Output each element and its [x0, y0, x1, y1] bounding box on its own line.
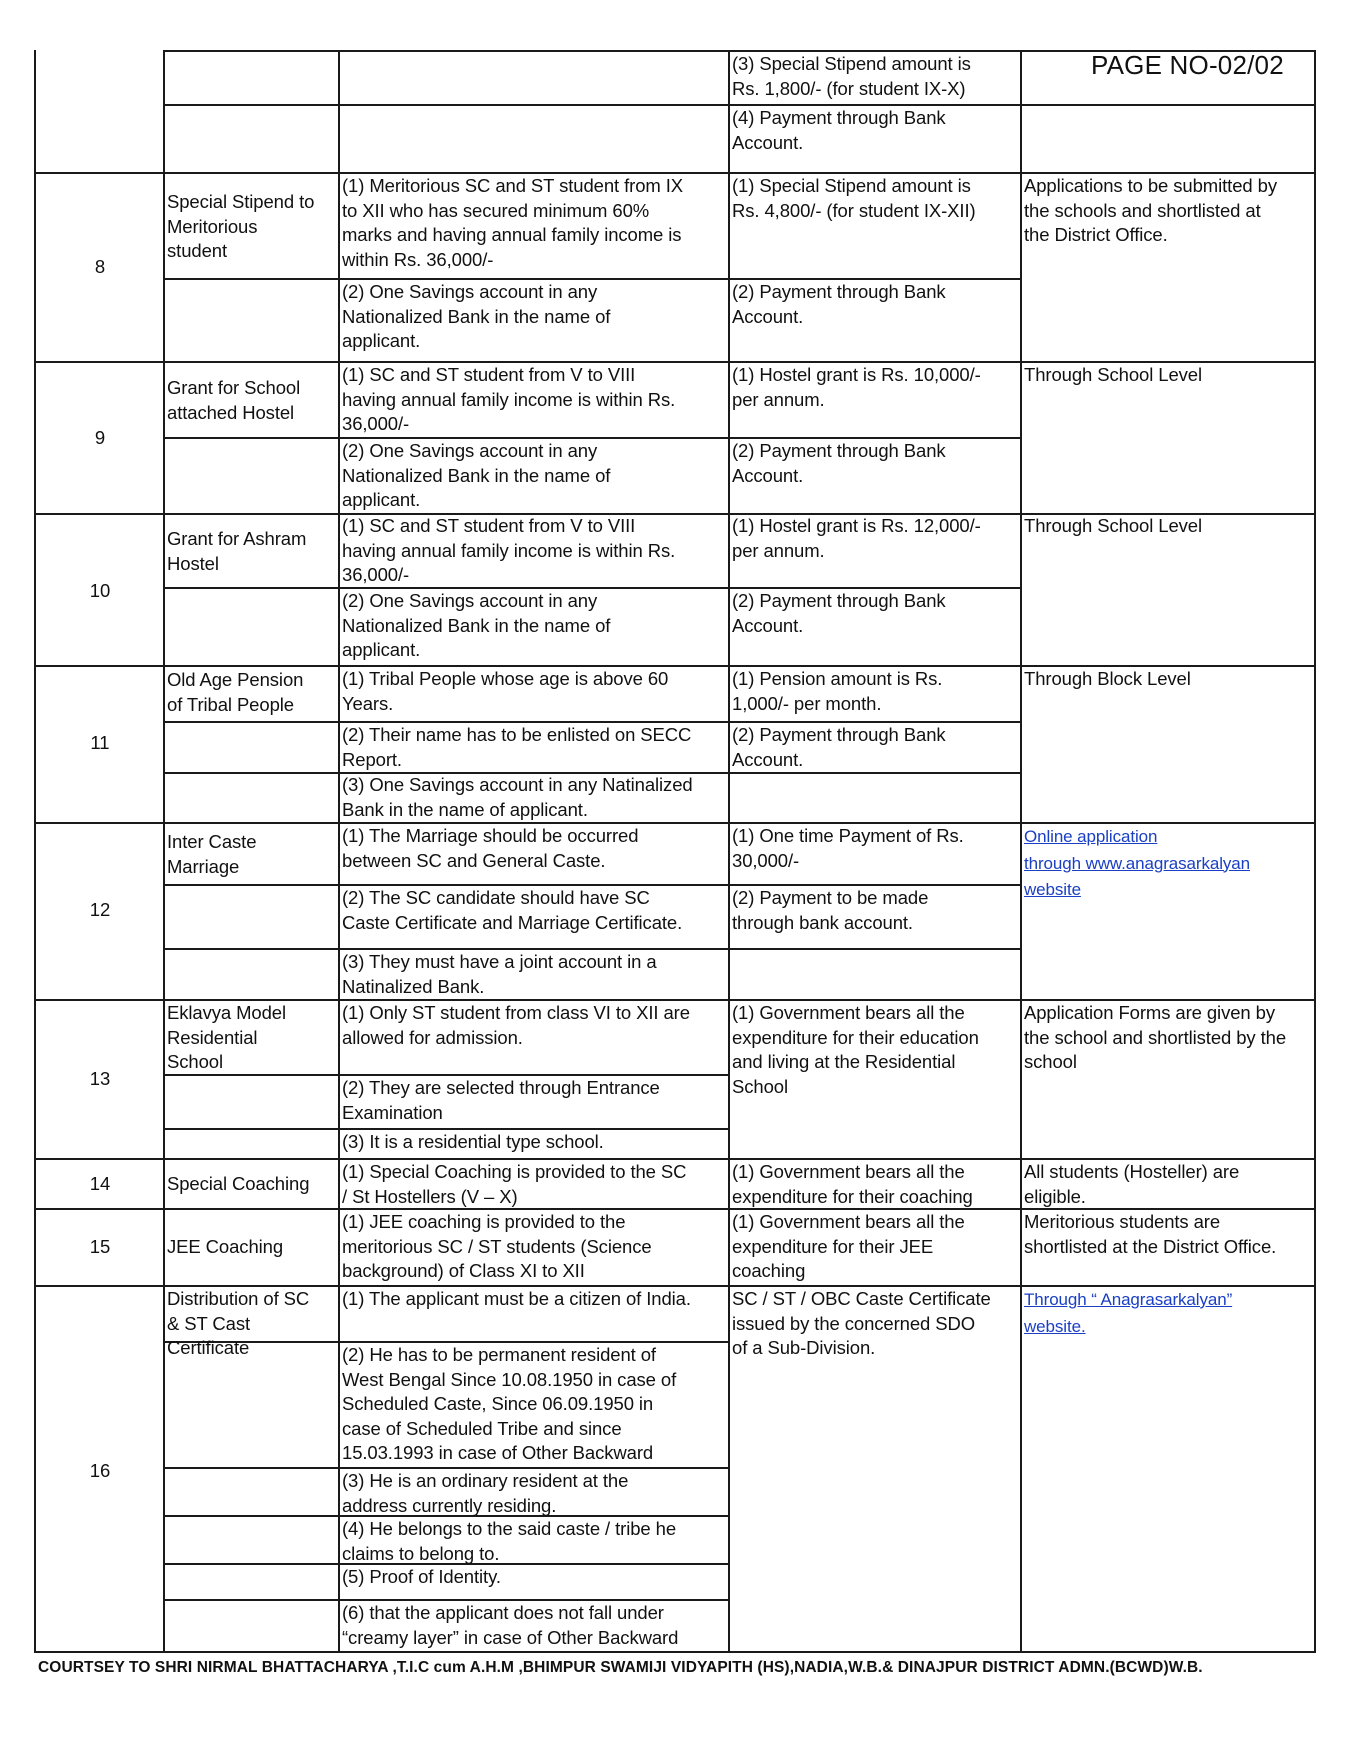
eligibility-cell: (2) The SC candidate should have SC Caste Certificate and Marriage Certificate. [342, 887, 683, 933]
serial-number: 8 [94, 256, 106, 277]
benefit-cell: (1) Special Stipend amount is Rs. 4,800/- (for student IX-XII) [732, 175, 976, 221]
serial-number: 10 [89, 580, 111, 601]
serial-number: 13 [89, 1068, 111, 1089]
anagrasarkalyan-website-link[interactable]: Through “ Anagrasarkalyan” website. [1024, 1290, 1233, 1336]
scheme-name: Grant for Ashram Hostel [167, 528, 307, 574]
process-cell: Through School Level [1024, 515, 1202, 536]
eligibility-cell: (6) that the applicant does not fall under “creamy layer” in case of Other Backward [342, 1602, 679, 1648]
serial-number: 12 [89, 899, 111, 920]
benefit-cell: (2) Payment through Bank Account. [732, 724, 946, 770]
online-application-link[interactable]: Online application through www.anagrasarkalyan website [1024, 827, 1250, 899]
eligibility-cell: (1) SC and ST student from V to VIII having annual family income is within Rs. 36,000/- [342, 364, 676, 434]
eligibility-cell: (2) They are selected through Entrance Examination [342, 1077, 660, 1123]
scheme-name: Grant for School attached Hostel [167, 377, 301, 423]
eligibility-cell: (1) Only ST student from class VI to XII are allowed for admission. [342, 1002, 690, 1048]
eligibility-cell: (1) Meritorious SC and ST student from IX to XII who has secured minimum 60% marks and having annual family income is within Rs. 36,000/- [342, 175, 684, 270]
benefit-cell: (1) Government bears all the expenditure for their JEE coaching [732, 1211, 965, 1281]
eligibility-cell: (1) Tribal People whose age is above 60 Years. [342, 668, 669, 714]
scheme-name: JEE Coaching [167, 1236, 284, 1257]
eligibility-cell: (3) He is an ordinary resident at the address currently residing. [342, 1470, 629, 1516]
eligibility-cell: (1) The applicant must be a citizen of India. [342, 1288, 691, 1309]
process-cell: Through Block Level [1024, 668, 1191, 689]
benefit-cell: (1) Hostel grant is Rs. 12,000/- per annum. [732, 515, 981, 561]
benefit-cell: (2) Payment to be made through bank account. [732, 887, 929, 933]
eligibility-cell: (5) Proof of Identity. [342, 1566, 501, 1587]
benefit-cell: (1) Government bears all the expenditure for their education and living at the Residential School [732, 1002, 979, 1097]
footer-credit: COURTSEY TO SHRI NIRMAL BHATTACHARYA ,T.I.C cum A.H.M ,BHIMPUR SWAMIJI VIDYAPITH (HS),NADIA,W.B.& DINAJPUR DISTRICT ADMN.(BCWD)W.B. [38, 1659, 1203, 1676]
page-number: PAGE NO-02/02 [1091, 50, 1284, 80]
serial-number: 14 [89, 1173, 111, 1194]
serial-number: 9 [94, 427, 106, 448]
process-cell: Through School Level [1024, 364, 1202, 385]
process-cell: Applications to be submitted by the schools and shortlisted at the District Office. [1024, 175, 1277, 245]
eligibility-cell: (1) JEE coaching is provided to the meritorious SC / ST students (Science background) of Class XI to XII [342, 1211, 652, 1281]
scheme-name: Inter Caste Marriage [167, 831, 257, 877]
eligibility-cell: (4) He belongs to the said caste / tribe he claims to belong to. [342, 1518, 677, 1564]
benefit-cell: (3) Special Stipend amount is Rs. 1,800/- (for student IX-X) [732, 53, 971, 99]
eligibility-cell: (2) One Savings account in any Nationalized Bank in the name of applicant. [342, 590, 611, 660]
scheme-name: Distribution of SC & ST Cast Certificate [167, 1288, 310, 1358]
serial-number: 15 [89, 1236, 111, 1257]
eligibility-cell: (3) It is a residential type school. [342, 1131, 604, 1152]
serial-number: 16 [89, 1460, 111, 1481]
process-cell: Application Forms are given by the school and shortlisted by the school [1024, 1002, 1287, 1072]
benefit-cell: (1) Pension amount is Rs. 1,000/- per month. [732, 668, 943, 714]
benefit-cell: SC / ST / OBC Caste Certificate issued by the concerned SDO of a Sub-Division. [732, 1288, 991, 1358]
eligibility-cell: (3) They must have a joint account in a Natinalized Bank. [342, 951, 657, 997]
benefit-cell: (2) Payment through Bank Account. [732, 440, 946, 486]
eligibility-cell: (2) He has to be permanent resident of West Bengal Since 10.08.1950 in case of Scheduled Caste, Since 06.09.1950 in case of Scheduled Tribe and since 15.03.1993 in case of Other Backward [342, 1344, 677, 1463]
scheme-name: Old Age Pension of Tribal People [167, 669, 304, 715]
benefit-cell: (2) Payment through Bank Account. [732, 590, 946, 636]
benefit-cell: (1) Hostel grant is Rs. 10,000/- per annum. [732, 364, 981, 410]
eligibility-cell: (2) One Savings account in any Nationalized Bank in the name of applicant. [342, 440, 611, 510]
scheme-name: Eklavya Model Residential School [167, 1002, 287, 1072]
benefit-cell: (1) Government bears all the expenditure for their coaching [732, 1161, 973, 1207]
process-cell: All students (Hosteller) are eligible. [1024, 1161, 1240, 1207]
eligibility-cell: (3) One Savings account in any Natinalized Bank in the name of applicant. [342, 774, 693, 820]
scheme-name: Special Stipend to Meritorious student [167, 191, 315, 261]
benefit-cell: (1) One time Payment of Rs. 30,000/- [732, 825, 964, 871]
benefit-cell: (4) Payment through Bank Account. [732, 107, 946, 153]
process-cell: Meritorious students are shortlisted at the District Office. [1024, 1211, 1277, 1257]
benefit-cell: (2) Payment through Bank Account. [732, 281, 946, 327]
eligibility-cell: (2) One Savings account in any Nationalized Bank in the name of applicant. [342, 281, 611, 351]
serial-number: 11 [90, 732, 110, 753]
eligibility-cell: (1) SC and ST student from V to VIII having annual family income is within Rs. 36,000/- [342, 515, 676, 585]
eligibility-cell: (2) Their name has to be enlisted on SECC Report. [342, 724, 692, 770]
scheme-name: Special Coaching [167, 1173, 310, 1194]
eligibility-cell: (1) The Marriage should be occurred between SC and General Caste. [342, 825, 639, 871]
eligibility-cell: (1) Special Coaching is provided to the SC / St Hostellers (V – X) [342, 1161, 687, 1207]
